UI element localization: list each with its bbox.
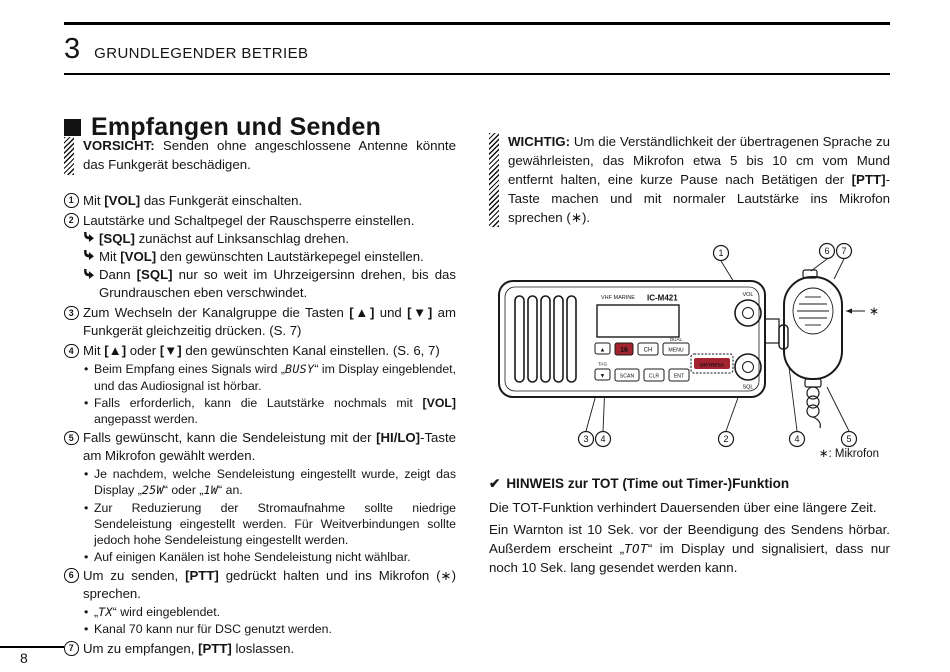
- note: • Falls erforderlich, kann die Lautstärke nochmals mit [VOL] angepasst werden.: [83, 395, 456, 427]
- mic-cord-connector: [805, 379, 821, 387]
- callout-7: 7: [841, 246, 847, 257]
- ent-label: ENT: [673, 373, 685, 380]
- hatch-bar: [489, 133, 499, 227]
- curved-arrow-icon: [83, 269, 94, 279]
- step-4-notes: [83, 361, 456, 427]
- step-7-badge: 7: [64, 641, 79, 656]
- step-2: [64, 212, 456, 302]
- step-3-badge: 3: [64, 306, 79, 321]
- up-button-label: ▲: [599, 347, 606, 354]
- step-4-text: Mit [▲] oder [▼] den gewünschten Kanal einstellen. (S. 6, 7): [83, 343, 440, 359]
- microphone: [779, 270, 842, 428]
- footer-rule: [0, 646, 64, 648]
- header-rule: [64, 73, 890, 75]
- asterisk-mark: ∗: [868, 304, 880, 319]
- important-text: WICHTIG: Um die Verständlichkeit der übertragenen Sprache zu gewährleisten, das Mikrofon etwa 5 bis 10 cm vom Mund entfernt halten, eine kurze Pause nach Betätigen der [PTT]-Taste machen und mit normaler Lautstärke ins Mikrofon sprechen (∗).: [508, 134, 890, 225]
- right-column: [489, 133, 890, 579]
- step-2-badge: 2: [64, 213, 79, 228]
- curved-arrow-icon: [83, 232, 94, 242]
- top-rule: [64, 22, 890, 25]
- check-icon: ✔: [489, 476, 501, 492]
- callout-4: 4: [600, 434, 606, 445]
- callout-6: 6: [824, 246, 830, 257]
- chapter-header: [64, 33, 308, 66]
- step-7: [64, 640, 456, 658]
- ch16-label: 16: [620, 347, 628, 355]
- clr-label: CLR: [648, 373, 660, 380]
- tag-label: TAG: [597, 361, 608, 367]
- callout-1: 1: [718, 248, 724, 259]
- note: • Kanal 70 kann nur für DSC genutzt werden.: [83, 621, 456, 637]
- note: • Beim Empfang eines Signals wird „BUSY“ im Display eingeblendet, und das Audiosignal ist hörbar.: [83, 361, 456, 393]
- scan-label: SCAN: [619, 373, 635, 380]
- callout-2: 2: [723, 434, 729, 445]
- model-label: IC-M421: [647, 293, 678, 303]
- substep-text: Mit [VOL] den gewünschten Lautstärkepegel einstellen.: [99, 248, 424, 264]
- curved-arrow-icon: [83, 250, 94, 260]
- brand-label: VHF MARINE: [601, 295, 635, 302]
- callout-4: 4: [794, 434, 800, 445]
- step-6-notes: [83, 604, 456, 637]
- ch-label: CH: [643, 347, 653, 354]
- substep-text: Dann [SQL] nur so weit im Uhrzeigersinn drehen, bis das Grundrauschen eben verschwindet.: [99, 267, 456, 301]
- step-5-notes: [83, 466, 456, 565]
- note: • Je nachdem, welche Sendeleistung eingestellt wurde, zeigt das Display „25W“ oder „1W“ an.: [83, 466, 456, 498]
- distress-label: DISTRESS: [700, 363, 724, 369]
- page-number: 8: [20, 650, 28, 666]
- radio-diagram: [489, 239, 889, 459]
- step-1-text: Mit [VOL] das Funkgerät einschalten.: [83, 192, 303, 208]
- down-button-label: ▼: [599, 374, 606, 381]
- callout-3: 3: [583, 434, 589, 445]
- tot-paragraph-1: Die TOT-Funktion verhindert Dauersenden über eine längere Zeit.: [489, 500, 877, 516]
- section-title-text: Empfangen und Senden: [91, 112, 382, 141]
- mic-note: ∗: Mikrofon: [818, 448, 879, 460]
- tot-heading: [489, 476, 890, 492]
- section-square-icon: [64, 119, 81, 136]
- instruction-steps: [64, 192, 456, 658]
- vol-label: VOL: [742, 292, 754, 299]
- step-5-text: Falls gewünscht, kann die Sendeleistung mit der [HI/LO]-Taste am Mikrofon gewählt werden.: [83, 430, 456, 464]
- tot-heading-text: HINWEIS zur TOT (Time out Timer-)Funktion: [506, 476, 790, 492]
- step-4: [64, 342, 456, 427]
- callout-5: 5: [846, 434, 852, 445]
- substep-text: [SQL] zunächst auf Linksanschlag drehen.: [99, 230, 349, 246]
- step-2-text: Lautstärke und Schaltpegel der Rauschsperre einstellen.: [83, 212, 415, 228]
- substep: [83, 248, 456, 266]
- sql-label: SQL: [742, 384, 754, 391]
- substep: [83, 266, 456, 302]
- step-1-badge: 1: [64, 193, 79, 208]
- left-column: [64, 137, 456, 660]
- hatch-bar: [64, 137, 74, 175]
- step-6-badge: 6: [64, 568, 79, 583]
- radio-illustration: [489, 239, 890, 464]
- step-1: [64, 192, 456, 210]
- chapter-number: 3: [64, 33, 81, 65]
- chapter-title: GRUNDLEGENDER BETRIEB: [94, 45, 309, 62]
- step-3-text: Zum Wechseln der Kanalgruppe die Tasten [▲] und [▼] am Funkgerät gleichzeitig drücken. (S. 7): [83, 305, 456, 339]
- step-7-text: Um zu empfangen, [PTT] loslassen.: [83, 640, 295, 656]
- note: • Auf einigen Kanälen ist hohe Sendeleistung nicht wählbar.: [83, 549, 456, 565]
- tot-section: [489, 476, 890, 577]
- note: • „TX“ wird eingeblendet.: [83, 604, 456, 620]
- dual-label: DUAL: [669, 337, 683, 343]
- tot-paragraph-2: Ein Warnton ist 10 Sek. vor der Beendigung des Sendens hörbar. Außerdem erscheint „TOT“ im Display und signalisiert, dass nur noch 10 Sek. lang gesendet werden kann.: [489, 521, 890, 575]
- step-4-badge: 4: [64, 344, 79, 359]
- note: • Zur Reduzierung der Stromaufnahme sollte niedrige Sendeleistung eingestellt werden. Für Weitverbindungen sollte jedoch hohe Sendeleistung eingestellt werden.: [83, 500, 456, 548]
- step-5: [64, 429, 456, 565]
- substep: [83, 230, 456, 248]
- mic-bracket: [765, 319, 779, 343]
- important-notice: [489, 133, 890, 227]
- step-6-text: Um zu senden, [PTT] gedrückt halten und ins Mikrofon (∗) sprechen.: [83, 567, 456, 602]
- step-5-badge: 5: [64, 431, 79, 446]
- caution-notice: [64, 137, 456, 175]
- mic-cord: [807, 387, 820, 428]
- step-3: [64, 304, 456, 340]
- step-6: [64, 567, 456, 638]
- menu-label: MENU: [668, 347, 684, 354]
- asterisk-pointer-arrowhead: [846, 309, 852, 314]
- caution-text: VORSICHT: Senden ohne angeschlossene Antenne könnte das Funkgerät beschädigen.: [83, 138, 456, 172]
